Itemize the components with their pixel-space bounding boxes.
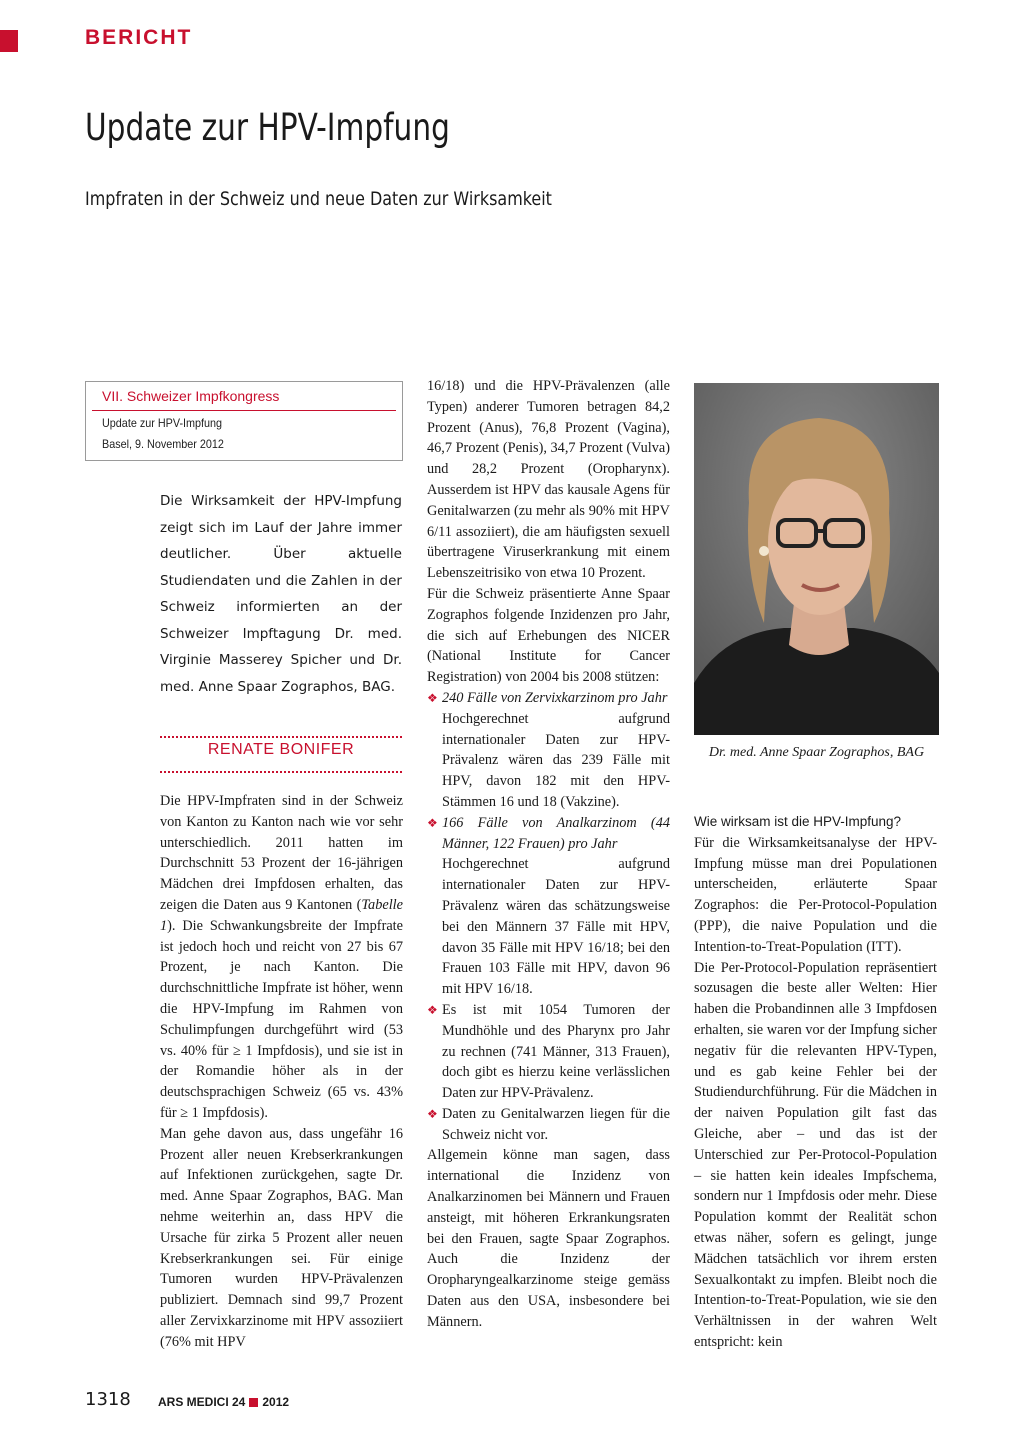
paragraph: 16/18) und die HPV-Prävalenzen (alle Typen) anderer Tumoren betragen 84,2 Prozent (Anus), 76,8 Prozent (Vagina), 46,7 Prozent (Penis), 34,7 Prozent (Vulva) und 28,2 Prozent (Oropharynx). Ausserdem ist HPV das kausale Agens für Genitalwarzen (zu mehr als 90% mit HPV 6/11 assoziiert), die am häufigsten sexuell übertragene Viruserkrankung mit einem Lebenszeitrisiko von etwa 10 Prozent. xyxy=(427,378,670,582)
congress-infobox xyxy=(85,381,403,461)
paragraph: Die HPV-Impfraten sind in der Schweiz von Kanton zu Kanton nach wie vor sehr unterschiedlich. 2011 hatten im Durchschnitt 53 Prozent der 16-jährigen Mädchen drei Impfdosen erhalten, das zeigen die Daten aus 9 Kantonen (Tabelle 1). Die Schwankungsbreite der Impfrate ist jedoch hoch und reicht von 27 bis 67 Prozent, je nach Kanton. Die durchschnittliche Impfrate ist höher, wenn die HPV-Impfung im Rahmen von Schulimpfungen durchgeführt wird (53 vs. 40% für ≥ 1 Impfdosis), und sie ist in der Romandie höher als in der deutschsprachigen Schweiz (65 vs. 43% für ≥ 1 Impfdosis). xyxy=(160,793,403,1121)
column-2 xyxy=(427,376,670,1333)
journal-name: ARS MEDICI 24 xyxy=(158,1395,246,1409)
speaker-portrait-image xyxy=(694,383,939,735)
infobox-line-1: Update zur HPV-Impfung xyxy=(102,416,223,430)
list-item-text: Es ist mit 1054 Tumoren der Mundhöhle und des Pharynx pro Jahr zu rechnen (741 Männer, 313 Frauen), doch gibt es hierzu keine verlässlichen Daten zur HPV-Prävalenz. xyxy=(442,1001,670,1102)
paragraph: Allgemein könne man sagen, dass international die Inzidenz von Analkarzinomen bei Männern und Frauen ansteigt, mit höheren Erkrankungsraten bei den Frauen, sagte Spaar Zographos. Auch die Inzidenz der Oropharyngealkarzinome steige gemäss Daten aus den USA, insbesondere bei Männern. xyxy=(427,1147,670,1330)
paragraph: Für die Wirksamkeitsanalyse der HPV-Impfung müsse man drei Populationen unterscheiden, erläuterte Spaar Zographos: die Per-Protocol-Population (PPP), die naive Population und die Intention-to-Treat-Population (ITT). xyxy=(694,834,937,955)
column-1 xyxy=(160,791,403,1353)
section-heading: Wie wirksam ist die HPV-Impfung? xyxy=(694,814,902,829)
bullet-icon: ❖ xyxy=(427,815,438,830)
page-subtitle: Impfraten in der Schweiz und neue Daten zur Wirksamkeit xyxy=(85,188,552,210)
author-divider-top xyxy=(160,736,402,738)
bullet-icon: ❖ xyxy=(427,690,438,705)
journal-footer xyxy=(158,1395,289,1409)
infobox-divider xyxy=(92,410,396,411)
table-reference: Tabelle 1 xyxy=(160,896,403,934)
list-item-text: Hochgerechnet aufgrund internationaler Daten zur HPV-Prävalenz wären das 239 Fälle mit HPV, davon 182 mit den HPV-Stämmen 16 und 18 (Vakzine). xyxy=(442,710,670,810)
paragraph: Die Per-Protocol-Population repräsentiert sozusagen die beste aller Welten: Hier haben die Probandinnen alle 3 Impfdosen erhalten, sie waren vor der Impfung sicher negativ für die relevanten HPV-Typen, und es gab keine Fehler bei der Studiendurchführung. Für die Mädchen in der naiven Population gilt fast das Gleiche, aber – und das ist der Unterschied zur Per-Protocol-Population – sie hatten kein ideales Impfschema, sondern nur 1 Impfdosis oder mehr. Diese Population kommt der Realität schon etwas näher, sofern es gelingt, junge Mädchen tatsächlich vor ihrem ersten Sexualkontakt zu impfen. Bleibt noch die Intention-to-Treat-Population, wie sie den Verhältnissen in der wahren Welt entspricht: kein xyxy=(694,959,937,1350)
list-item xyxy=(427,1000,670,1104)
infobox-title: VII. Schweizer Impfkongress xyxy=(102,388,280,404)
list-item xyxy=(427,813,670,855)
author-divider-bottom xyxy=(160,771,402,773)
list-item-heading: 240 Fälle von Zervixkarzinom pro Jahr xyxy=(442,689,668,706)
paragraph: Für die Schweiz präsentierte Anne Spaar Zographos folgende Inzidenzen pro Jahr, die sich auf Erhebungen des NICER (National Institute for Cancer Registration) von 2004 bis 2008 stützen: xyxy=(427,585,670,686)
paragraph: Man gehe davon aus, dass ungefähr 16 Prozent aller neuen Krebserkrankungen auf Infektionen zurückgehen, sagte Dr. med. Anne Spaar Zographos, BAG. Man nehme weiterhin an, dass HPV die Ursache für zirka 5 Prozent aller neuen Krebserkrankungen sei. Für einige Tumoren wurden HPV-Prävalenzen publiziert. Demnach sind 99,7 Prozent aller Zervixkarzinome mit HPV assoziiert (76% mit HPV xyxy=(160,1125,403,1350)
page-number: 1318 xyxy=(85,1389,131,1410)
journal-year: 2012 xyxy=(262,1395,290,1409)
list-item-text: Hochgerechnet aufgrund internationaler Daten zur HPV-Prävalenz wären das schätzungsweise bei den Männern 37 Fälle mit HPV, davon 35 Fälle mit HPV 16/18; bei den Frauen 103 Fälle mit HPV, davon 96 mit HPV 16/18. xyxy=(442,856,670,998)
bullet-icon: ❖ xyxy=(427,1106,438,1121)
list-item xyxy=(427,1104,670,1146)
lead-paragraph: Die Wirksamkeit der HPV-Impfung zeigt sich im Lauf der Jahre immer deutlicher. Über aktuelle Studiendaten und die Zahlen in der Schweiz informierten an der Schweizer Impftagung Dr. med. Virginie Masserey Spicher und Dr. med. Anne Spaar Zographos, BAG. xyxy=(160,493,402,695)
list-item-heading: 166 Fälle von Analkarzinom (44 Männer, 122 Frauen) pro Jahr xyxy=(442,814,670,852)
list-item-text: Daten zu Genitalwarzen liegen für die Schweiz nicht vor. xyxy=(442,1105,670,1143)
photo-caption: Dr. med. Anne Spaar Zographos, BAG xyxy=(708,745,925,760)
footer-separator-square xyxy=(249,1398,258,1407)
section-marker xyxy=(0,30,18,52)
bullet-icon: ❖ xyxy=(427,1002,438,1017)
speaker-photo xyxy=(694,383,939,735)
page-title: Update zur HPV-Impfung xyxy=(85,106,450,149)
section-label: BERICHT xyxy=(85,26,193,49)
infobox-line-2: Basel, 9. November 2012 xyxy=(102,437,224,451)
list-item xyxy=(427,688,670,709)
column-3 xyxy=(694,812,937,1353)
author-name: RENATE BONIFER xyxy=(207,741,355,758)
